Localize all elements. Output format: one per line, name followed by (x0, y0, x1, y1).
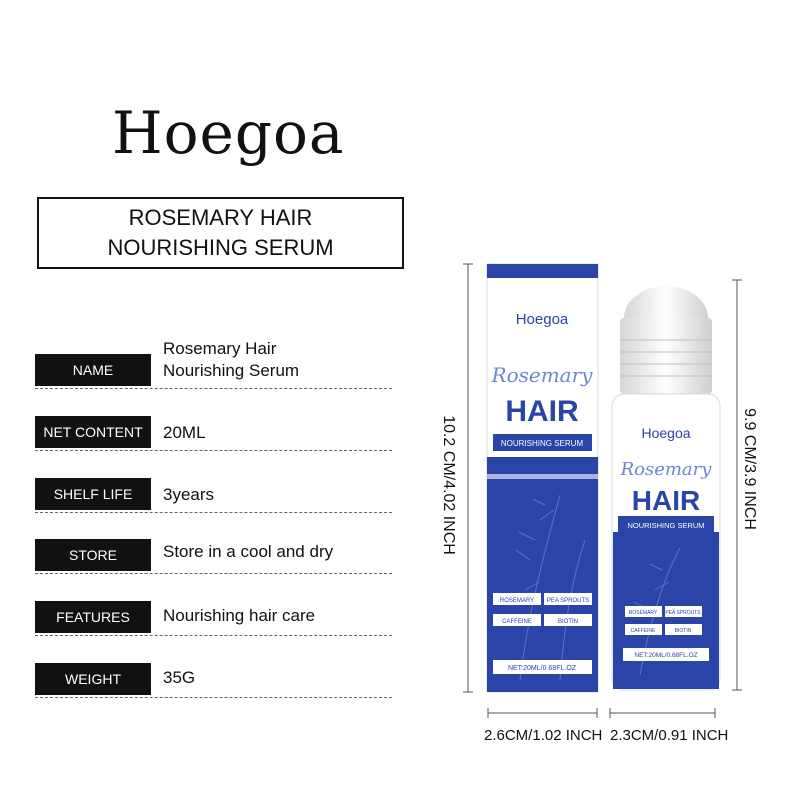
bottle-brand-text: Hoegoa (641, 425, 691, 441)
package-box (487, 264, 598, 692)
bottle-script-text: Rosemary (620, 459, 712, 480)
box-ingredient: PEA SPROUTS (546, 598, 590, 604)
spec-value: 35G (163, 668, 196, 687)
box-brand-text: Hoegoa (515, 311, 569, 328)
width-dimensions (488, 708, 715, 718)
spec-label: SHELF LIFE (35, 478, 151, 510)
box-ingredient: BIOTIN (557, 619, 579, 625)
box-ingredient: CAFFEINE (502, 619, 532, 625)
bottle-height-label: 9.9 CM/3.9 INCH (741, 408, 758, 530)
bottle-width-label: 2.3CM/0.91 INCH (610, 727, 729, 744)
spec-label: STORE (35, 539, 151, 571)
spec-value: Store in a cool and dry (163, 542, 334, 561)
bottle-ingredient: PEA SPROUTS (665, 610, 701, 616)
bottle-ingredient: BIOTIN (674, 628, 692, 634)
box-width-label: 2.6CM/1.02 INCH (484, 727, 603, 744)
spec-label: FEATURES (35, 601, 151, 633)
bottle-net-text: NET:20ML/0.68FL.OZ (634, 652, 698, 659)
spec-value: Nourishing hair care (163, 606, 316, 625)
spec-value-line: Nourishing Serum (163, 361, 300, 380)
spec-value: 20ML (163, 423, 206, 442)
bottle-sub-text: NOURISHING SERUM (627, 521, 705, 530)
box-ingredient: ROSEMARY (499, 598, 535, 604)
spec-label: NAME (35, 354, 151, 386)
box-net-text: NET:20ML/0.68FL.OZ (507, 665, 577, 672)
bottle-ingredient: CAFFEINE (630, 628, 656, 634)
brand-logo: Hoegoa (112, 99, 345, 167)
product-title-line-2: NOURISHING SERUM (107, 235, 334, 260)
box-hair-text: HAIR (505, 395, 579, 428)
spec-label: NET CONTENT (35, 416, 151, 448)
box-height-dimension (463, 264, 473, 692)
spec-label: WEIGHT (35, 663, 151, 695)
bottle-hair-text: HAIR (631, 485, 701, 516)
box-height-label: 10.2 CM/4.02 INCH (440, 415, 457, 555)
spec-value: 3years (163, 485, 215, 504)
product-title-line-1: ROSEMARY HAIR (128, 205, 313, 230)
box-script-text: Rosemary (491, 363, 593, 387)
box-sub-text: NOURISHING SERUM (500, 439, 584, 448)
bottle-ingredient: ROSEMARY (628, 610, 658, 616)
spec-value-line: Rosemary Hair (163, 339, 277, 358)
